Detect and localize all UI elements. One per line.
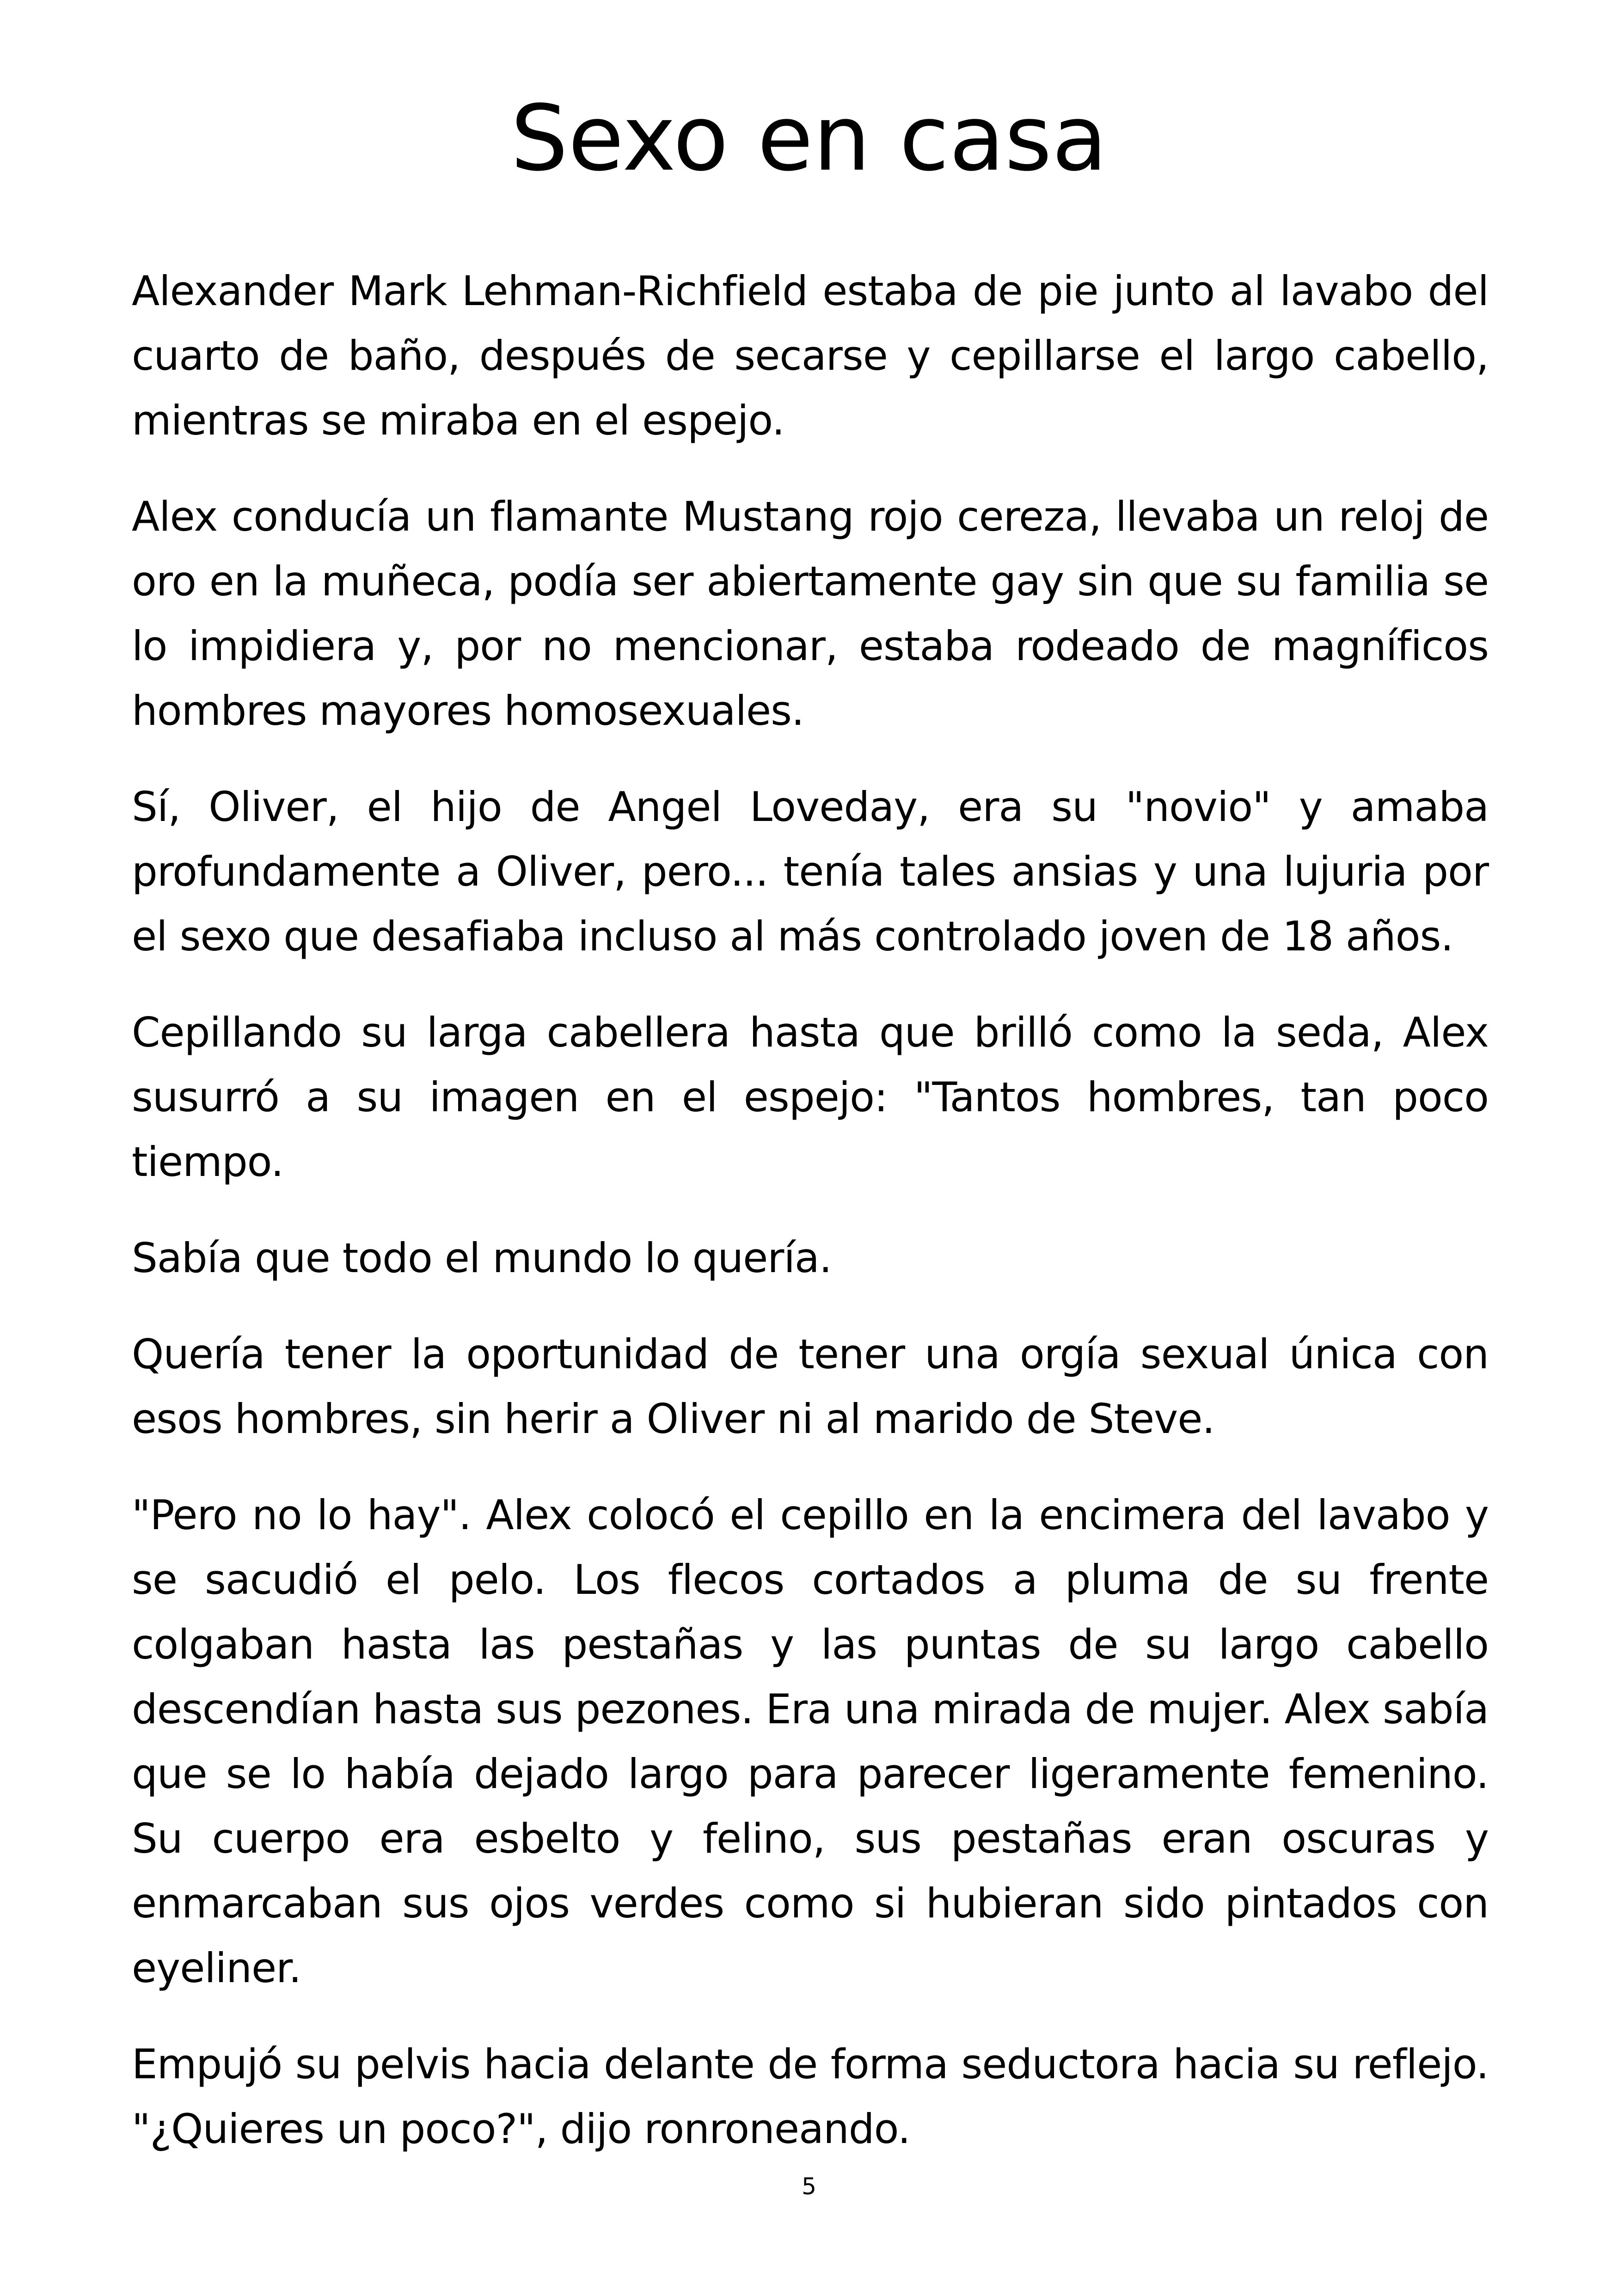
paragraph: Alexander Mark Lehman-Richfield estaba de pie junto al lavabo del cuarto de baño, después de secarse y cepillarse el largo cabello, mientras se miraba en el espejo.: [132, 267, 1489, 444]
body-text: [132, 259, 1489, 2193]
paragraph: Sí, Oliver, el hijo de Angel Loveday, era su "novio" y amaba profundamente a Oliver, pero... tenía tales ansias y una lujuria por el sexo que desafiaba incluso al más controlado joven de 18 años.: [132, 783, 1489, 960]
paragraph: Quería tener la oportunidad de tener una orgía sexual única con esos hombres, sin herir a Oliver ni al marido de Steve.: [132, 1330, 1489, 1443]
paragraph: Alex conducía un flamante Mustang rojo cereza, llevaba un reloj de oro en la muñeca, podía ser abiertamente gay sin que su familia se lo impidiera y, por no mencionar, estaba rodeado de magníficos hombres mayores homosexuales.: [132, 493, 1489, 735]
page-title: Sexo en casa: [510, 86, 1108, 191]
paragraph: Sabía que todo el mundo lo quería.: [132, 1234, 832, 1282]
paragraph: "Pero no lo hay". Alex colocó el cepillo en la encimera del lavabo y se sacudió el pelo. Los flecos cortados a pluma de su frente colgaban hasta las pestañas y las puntas de su largo cabello descendían hasta sus pezones. Era una mirada de mujer. Alex sabía que se lo había dejado largo para parecer ligeramente femenino. Su cuerpo era esbelto y felino, sus pestañas eran oscuras y enmarcaban sus ojos verdes como si hubieran sido pintados con eyeliner.: [132, 1491, 1489, 1992]
paragraph: Empujó su pelvis hacia delante de forma seductora hacia su reflejo. "¿Quieres un poco?", dijo ronroneando.: [132, 2040, 1489, 2153]
paragraph: Cepillando su larga cabellera hasta que brilló como la seda, Alex susurró a su imagen en el espejo: "Tantos hombres, tan poco tiempo.: [132, 1009, 1489, 1186]
page-number: 5: [802, 2173, 816, 2200]
